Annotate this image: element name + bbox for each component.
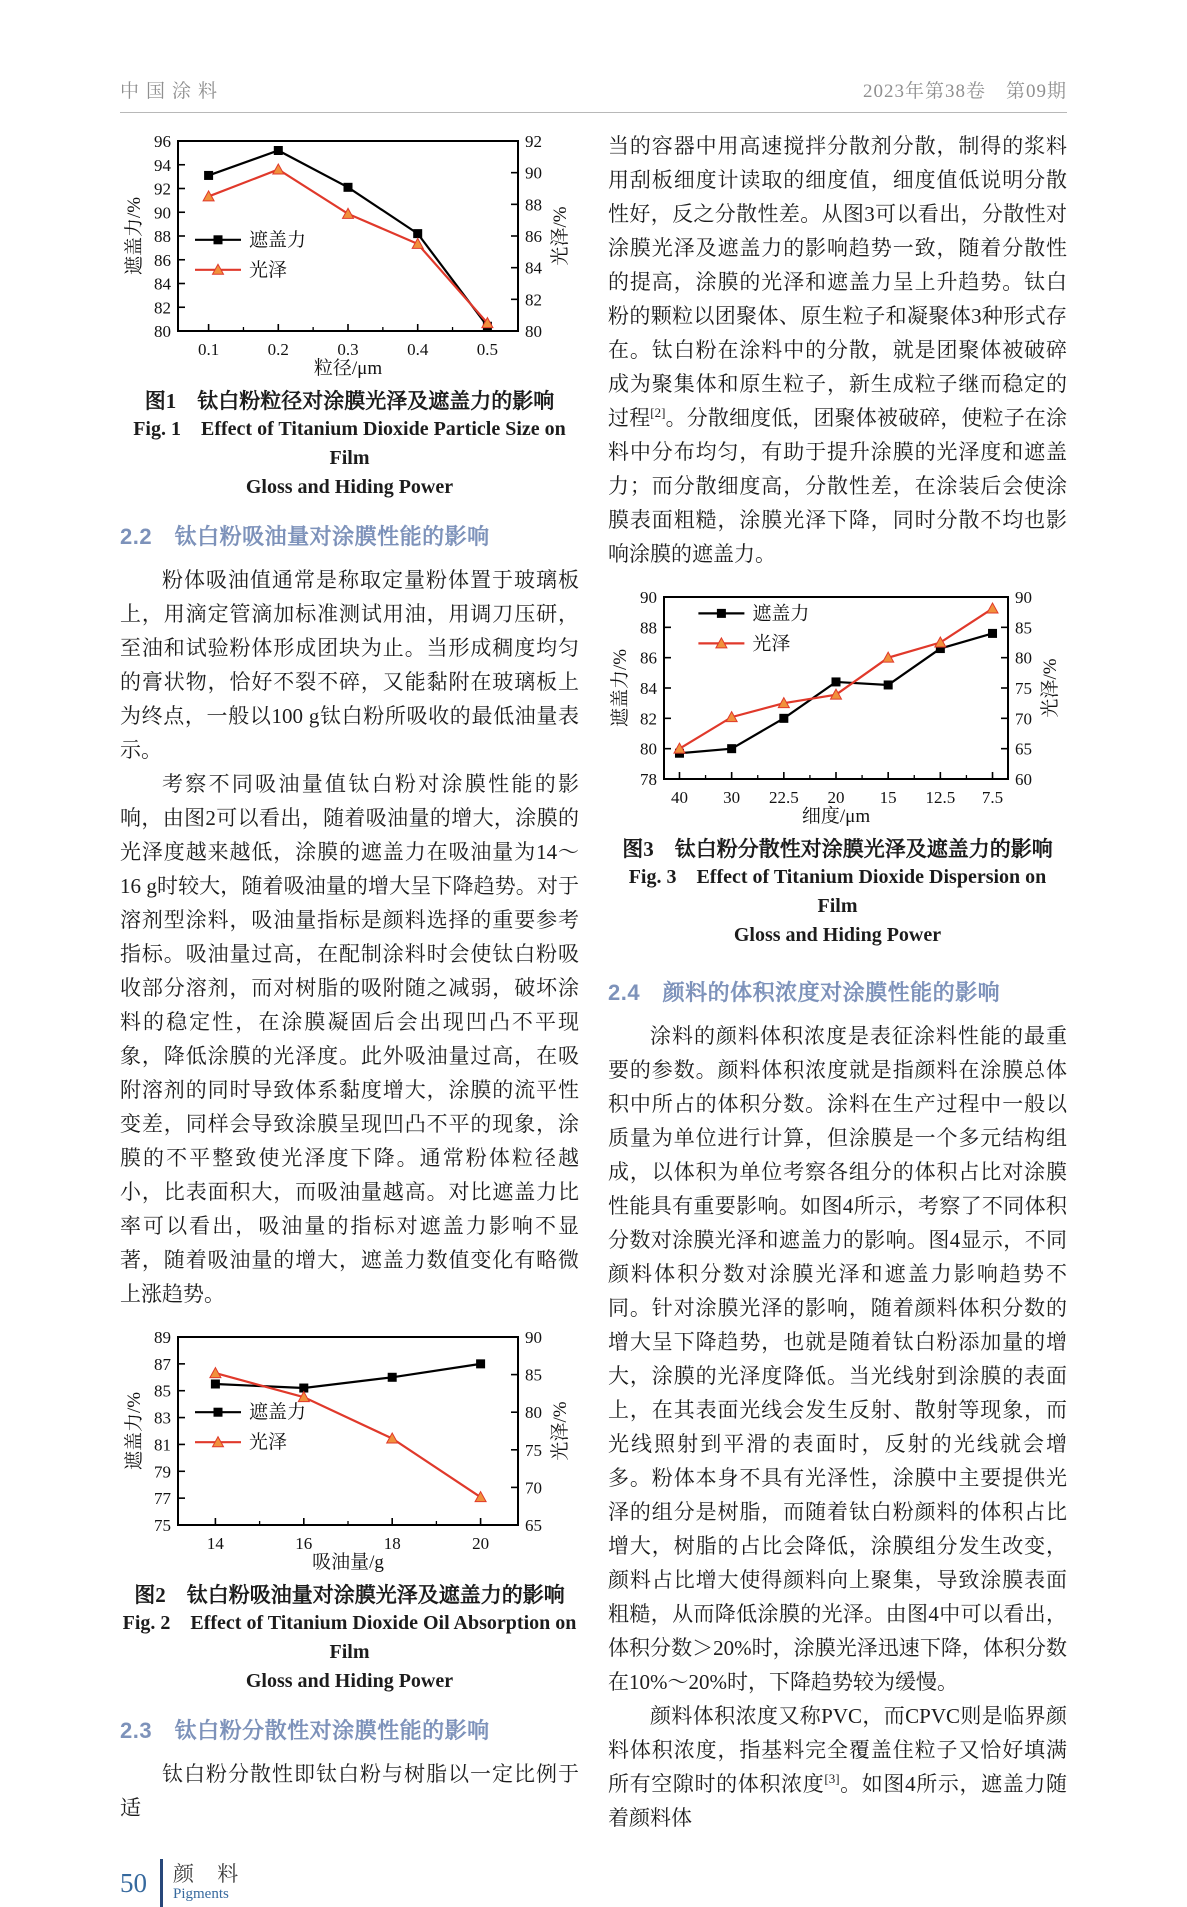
svg-text:光泽: 光泽 bbox=[248, 1432, 287, 1454]
fig3-caption-en-line2: Gloss and Hiding Power bbox=[733, 924, 942, 946]
paragraph-text: 当的容器中用高速搅拌分散剂分散，制得的浆料用刮板细度计读取的细度值，细度值低说明分散性好，反之分散性差。从图3可以看出，分散性对涂膜光泽及遮盖力的影响趋势一致，随着分散性的提高，涂膜的光泽和遮盖力呈上升趋势。钛白粉的颗粒以团聚体、原生粒子和凝聚体3种形式存在。钛白粉在涂料中的分散，就是团聚体被破碎成为聚集体和原生粒子，新生成粒子继而稳定的过程 bbox=[608, 134, 1067, 430]
svg-text:12.5: 12.5 bbox=[924, 788, 955, 807]
svg-text:20: 20 bbox=[471, 1534, 489, 1553]
svg-text:光泽: 光泽 bbox=[751, 633, 790, 655]
svg-text:82: 82 bbox=[153, 298, 171, 318]
svg-text:96: 96 bbox=[153, 132, 171, 151]
svg-text:7.5: 7.5 bbox=[981, 788, 1003, 807]
svg-text:90: 90 bbox=[153, 203, 171, 223]
fig1-caption-en-line2: Gloss and Hiding Power bbox=[245, 476, 454, 498]
svg-text:78: 78 bbox=[639, 770, 657, 789]
figure-1 bbox=[120, 129, 579, 502]
fig2-caption-en-line1: Fig. 2 Effect of Titanium Dioxide Oil Absorption on Film bbox=[122, 1612, 577, 1663]
svg-text:92: 92 bbox=[153, 179, 171, 199]
fig2-caption bbox=[120, 1579, 579, 1696]
two-column-layout bbox=[120, 129, 1067, 1907]
fig1-caption bbox=[120, 385, 579, 502]
left-column bbox=[120, 129, 579, 1907]
svg-text:60: 60 bbox=[1014, 770, 1032, 789]
svg-text:65: 65 bbox=[1014, 739, 1032, 759]
section-2-3-heading: 2.3 钛白粉分散性对涂膜性能的影响 bbox=[120, 1718, 490, 1743]
fig3-caption-en-line1: Fig. 3 Effect of Titanium Dioxide Dispersion on Film bbox=[628, 866, 1047, 917]
svg-text:70: 70 bbox=[524, 1478, 542, 1498]
svg-text:40: 40 bbox=[670, 788, 688, 807]
fig2-line-chart bbox=[124, 1325, 576, 1575]
page-footer bbox=[120, 1859, 579, 1907]
svg-text:光泽: 光泽 bbox=[248, 259, 287, 281]
svg-text:75: 75 bbox=[153, 1516, 171, 1535]
paragraph-dispersion-continued bbox=[608, 129, 1067, 571]
svg-text:92: 92 bbox=[524, 132, 542, 151]
svg-text:88: 88 bbox=[153, 227, 171, 246]
page-header bbox=[120, 76, 1067, 103]
svg-text:80: 80 bbox=[524, 322, 542, 341]
paragraph-dispersion-lead: 钛白粉分散性即钛白粉与树脂以一定比例于适 bbox=[120, 1762, 579, 1820]
svg-text:85: 85 bbox=[1014, 618, 1032, 638]
svg-text:89: 89 bbox=[153, 1328, 171, 1347]
svg-text:80: 80 bbox=[524, 1403, 542, 1423]
paragraph-text: 。分散细度低，团聚体被破碎，使粒子在涂料中分布均匀，有助于提升涂膜的光泽度和遮盖力；而分散细度高，分散性差，在涂装后会使涂膜表面粗糙，涂膜光泽下降，同时分散不均也影响涂膜的遮盖力。 bbox=[608, 406, 1068, 566]
svg-text:86: 86 bbox=[639, 648, 657, 668]
section-2-4-heading: 2.4 颜料的体积浓度对涂膜性能的影响 bbox=[608, 980, 1001, 1005]
header-rule bbox=[120, 112, 1067, 113]
fig1-line-chart bbox=[124, 129, 576, 381]
svg-text:光泽/%: 光泽/% bbox=[549, 206, 571, 266]
svg-text:15: 15 bbox=[879, 788, 897, 807]
svg-text:0.3: 0.3 bbox=[336, 340, 359, 359]
footer-section-cn: 颜 料 bbox=[173, 1862, 248, 1887]
svg-text:83: 83 bbox=[153, 1408, 171, 1428]
svg-text:14: 14 bbox=[206, 1534, 224, 1553]
svg-text:吸油量/g: 吸油量/g bbox=[311, 1552, 384, 1573]
svg-text:81: 81 bbox=[153, 1435, 171, 1455]
svg-text:0.1: 0.1 bbox=[197, 340, 219, 359]
svg-text:85: 85 bbox=[153, 1381, 171, 1401]
paragraph-oil-absorption-1: 粉体吸油值通常是称取定量粉体置于玻璃板上，用滴定管滴加标准测试用油，用调刀压研，至油和试验粉体形成团块为止。当形成稠度均匀的膏状物，恰好不裂不碎，又能黏附在玻璃板上为终点，一般以100 g钛白粉所吸收的最低油量表示。 bbox=[120, 568, 579, 762]
svg-text:90: 90 bbox=[524, 1328, 542, 1347]
svg-text:82: 82 bbox=[639, 709, 657, 729]
svg-text:16: 16 bbox=[294, 1534, 312, 1553]
svg-text:遮盖力: 遮盖力 bbox=[248, 1402, 306, 1424]
svg-text:遮盖力/%: 遮盖力/% bbox=[123, 1391, 145, 1471]
svg-text:0.2: 0.2 bbox=[267, 340, 289, 359]
page-number: 50 bbox=[120, 1867, 147, 1898]
svg-text:光泽/%: 光泽/% bbox=[549, 1401, 571, 1461]
svg-text:20: 20 bbox=[827, 788, 844, 807]
figure-2 bbox=[120, 1325, 579, 1696]
svg-text:遮盖力: 遮盖力 bbox=[248, 229, 306, 251]
svg-text:0.4: 0.4 bbox=[406, 340, 428, 359]
fig3-line-chart bbox=[610, 585, 1066, 829]
svg-text:遮盖力: 遮盖力 bbox=[751, 603, 809, 625]
svg-text:遮盖力/%: 遮盖力/% bbox=[123, 196, 145, 276]
paragraph-text: 颜料体积浓度又称PVC，而CPVC则是临界颜料体积浓度，指基料完全覆盖住粒子又恰好填满所有空隙时的体积浓度 bbox=[608, 1704, 1067, 1796]
svg-text:75: 75 bbox=[524, 1440, 542, 1460]
fig2-caption-cn: 图2 钛白粉吸油量对涂膜光泽及遮盖力的影响 bbox=[134, 1583, 565, 1607]
journal-name: 中国涂料 bbox=[120, 81, 225, 102]
svg-text:粒径/μm: 粒径/μm bbox=[313, 358, 382, 379]
svg-text:86: 86 bbox=[524, 227, 542, 246]
paragraph-pvc-1: 涂料的颜料体积浓度是表征涂料性能的最重要的参数。颜料体积浓度就是指颜料在涂膜总体积中所占的体积分数。涂料在生产过程中一般以质量为单位进行计算，但涂膜是一个多元结构组成，以体积为单位考察各组分的体积占比对涂膜性能具有重要影响。如图4所示，考察了不同体积分数对涂膜光泽和遮盖力的影响。图4显示，不同颜料体积分数对涂膜光泽和遮盖力影响趋势不同。针对涂膜光泽的影响，随着颜料体积分数的增大呈下降趋势，也就是随着钛白粉添加量的增大，涂膜的光泽度降低。当光线射到涂膜的表面上，在其表面光线会发生反射、散射等现象，而光线照射到平滑的表面时，反射的光线就会增多。粉体本身不具有光泽性，涂膜中主要提供光泽的组分是树脂，而随着钛白粉颜料的体积占比增大，树脂的占比会降低，涂膜组分发生改变，颜料占比增大使得颜料向上聚集，导致涂膜表面粗糙，从而降低涂膜的光泽。由图4中可以看出，体积分数＞20%时，涂膜光泽迅速下降，体积分数在10%～20%时，下降趋势较为缓慢。 bbox=[608, 1024, 1067, 1694]
svg-text:遮盖力/%: 遮盖力/% bbox=[609, 648, 631, 728]
figure-3 bbox=[608, 585, 1067, 950]
svg-text:94: 94 bbox=[153, 155, 171, 175]
citation-ref-3: [3] bbox=[824, 1771, 840, 1786]
svg-text:80: 80 bbox=[153, 322, 171, 341]
svg-text:88: 88 bbox=[524, 195, 542, 215]
svg-text:82: 82 bbox=[524, 290, 542, 310]
svg-text:80: 80 bbox=[639, 739, 657, 759]
fig1-caption-en-line1: Fig. 1 Effect of Titanium Dioxide Particle Size on Film bbox=[133, 418, 566, 469]
footer-divider bbox=[160, 1859, 163, 1907]
svg-text:细度/μm: 细度/μm bbox=[801, 806, 870, 827]
fig3-caption bbox=[608, 833, 1067, 950]
svg-text:22.5: 22.5 bbox=[768, 788, 799, 807]
svg-text:30: 30 bbox=[722, 788, 740, 807]
svg-text:86: 86 bbox=[153, 250, 171, 270]
fig2-caption-en-line2: Gloss and Hiding Power bbox=[245, 1670, 454, 1692]
svg-text:84: 84 bbox=[639, 679, 657, 698]
citation-ref-2: [2] bbox=[650, 405, 666, 420]
svg-text:90: 90 bbox=[1014, 588, 1032, 607]
svg-text:84: 84 bbox=[153, 274, 171, 294]
paragraph-pvc-2 bbox=[608, 1699, 1067, 1835]
svg-text:0.5: 0.5 bbox=[476, 340, 498, 359]
svg-text:80: 80 bbox=[1014, 648, 1032, 668]
svg-text:75: 75 bbox=[1014, 679, 1032, 698]
issue-info: 2023年第38卷 第09期 bbox=[862, 81, 1067, 102]
footer-section bbox=[173, 1862, 247, 1903]
svg-text:65: 65 bbox=[524, 1516, 542, 1535]
svg-text:77: 77 bbox=[153, 1489, 171, 1509]
svg-text:79: 79 bbox=[153, 1462, 171, 1482]
right-column bbox=[608, 129, 1067, 1907]
section-2-2-heading: 2.2 钛白粉吸油量对涂膜性能的影响 bbox=[120, 524, 490, 549]
svg-text:88: 88 bbox=[639, 618, 657, 638]
svg-text:90: 90 bbox=[524, 163, 542, 183]
svg-text:18: 18 bbox=[383, 1534, 401, 1553]
svg-text:85: 85 bbox=[524, 1365, 542, 1385]
fig3-caption-cn: 图3 钛白粉分散性对涂膜光泽及遮盖力的影响 bbox=[622, 837, 1053, 861]
svg-text:70: 70 bbox=[1014, 709, 1032, 729]
paragraph-oil-absorption-2: 考察不同吸油量值钛白粉对涂膜性能的影响，由图2可以看出，随着吸油量的增大，涂膜的光泽度越来越低，涂膜的遮盖力在吸油量为14～16 g时较大，随着吸油量的增大呈下降趋势。对于溶剂型涂料，吸油量指标是颜料选择的重要参考指标。吸油量过高，在配制涂料时会使钛白粉吸收部分溶剂，而对树脂的吸附随之减弱，破坏涂料的稳定性，在涂膜凝固后会出现凹凸不平现象，降低涂膜的光泽度。此外吸油量过高，在吸附溶剂的同时导致体系黏度增大，涂膜的流平性变差，同样会导致涂膜呈现凹凸不平的现象，涂膜的不平整致使光泽度下降。通常粉体粒径越小，比表面积大，而吸油量越高。对比遮盖力比率可以看出，吸油量的指标对遮盖力影响不显著，随着吸油量的增大，遮盖力数值变化有略微上涨趋势。 bbox=[120, 772, 579, 1306]
paragraph-text: 。如图4所示，遮盖力随着颜料体 bbox=[608, 1772, 1068, 1830]
svg-text:87: 87 bbox=[153, 1354, 171, 1374]
footer-section-en: Pigments bbox=[173, 1886, 229, 1903]
svg-text:90: 90 bbox=[639, 588, 657, 607]
svg-text:84: 84 bbox=[524, 258, 542, 278]
svg-text:光泽/%: 光泽/% bbox=[1039, 658, 1061, 718]
fig1-caption-cn: 图1 钛白粉粒径对涂膜光泽及遮盖力的影响 bbox=[144, 389, 555, 413]
